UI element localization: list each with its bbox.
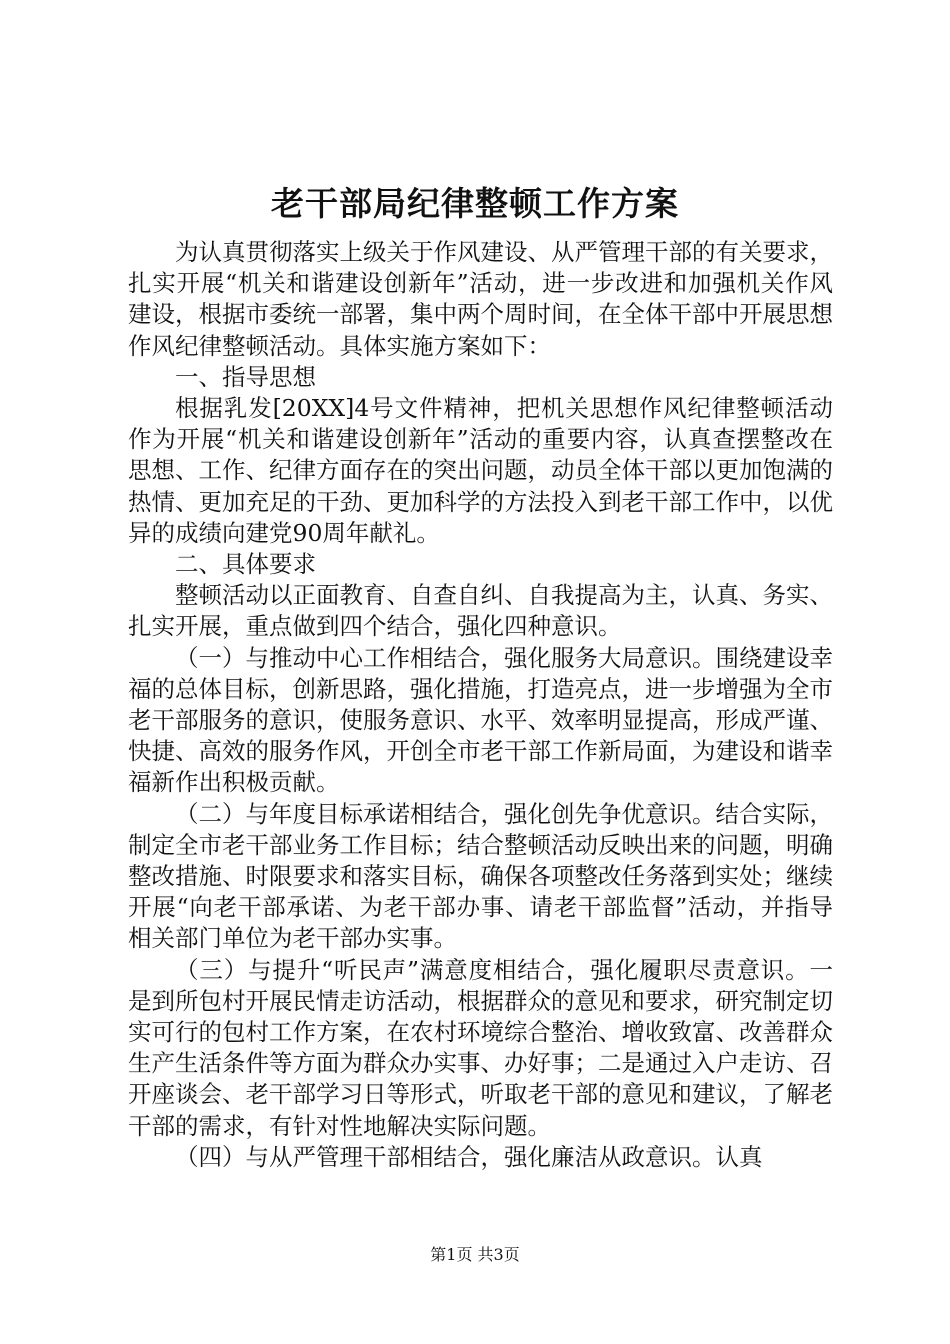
section-heading-guiding-ideology: 一、指导思想 <box>175 362 316 391</box>
paragraph-guiding-ideology: 根据乳发[20XX]4号文件精神，把机关思想作风纪律整顿活动作为开展“机关和谐建设创新年”活动的重要内容，认真查摆整改在思想、工作、纪律方面存在的突出问题，动员全体干部以更加饱满的热情、更加充足的干劲、更加科学的方法投入到老干部工作中，以优异的成绩向建党90周年献礼。 <box>128 394 833 547</box>
paragraph-item-1: （一）与推动中心工作相结合，强化服务大局意识。围绕建设幸福的总体目标，创新思路，强化措施，打造亮点，进一步增强为全市老干部服务的意识，使服务意识、水平、效率明显提高，形成严谨、快捷、高效的服务作风，开创全市老干部工作新局面，为建设和谐幸福新作出积极贡献。 <box>128 643 833 797</box>
page-footer: 第1页 共3页 <box>430 1245 520 1264</box>
document-title: 老干部局纪律整顿工作方案 <box>271 184 679 223</box>
paragraph-requirements-summary: 整顿活动以正面教育、自查自纠、自我提高为主，认真、务实、扎实开展，重点做到四个结合，强化四种意识。 <box>128 581 833 641</box>
paragraph-item-3: （三）与提升“听民声”满意度相结合，强化履职尽责意识。一是到所包村开展民情走访活动，根据群众的意见和要求，研究制定切实可行的包村工作方案，在农村环境综合整治、增收致富、改善群众生产生活条件等方面为群众办实事、办好事；二是通过入户走访、召开座谈会、老干部学习日等形式，听取老干部的意见和建议，了解老干部的需求，有针对性地解决实际问题。 <box>128 955 833 1140</box>
paragraph-item-2: （二）与年度目标承诺相结合，强化创先争优意识。结合实际，制定全市老干部业务工作目标；结合整顿活动反映出来的问题，明确整改措施、时限要求和落实目标，确保各项整改任务落到实处；继续开展“向老干部承诺、为老干部办事、请老干部监督”活动，并指导相关部门单位为老干部办实事。 <box>128 799 833 953</box>
paragraph-item-4: （四）与从严管理干部相结合，强化廉洁从政意识。认真 <box>175 1142 763 1171</box>
document-body <box>128 237 833 1173</box>
section-heading-specific-requirements: 二、具体要求 <box>175 550 316 579</box>
paragraph-intro: 为认真贯彻落实上级关于作风建设、从严管理干部的有关要求，扎实开展“机关和谐建设创新年”活动，进一步改进和加强机关作风建设，根据市委统一部署，集中两个周时间，在全体干部中开展思想作风纪律整顿活动。具体实施方案如下： <box>128 238 833 360</box>
